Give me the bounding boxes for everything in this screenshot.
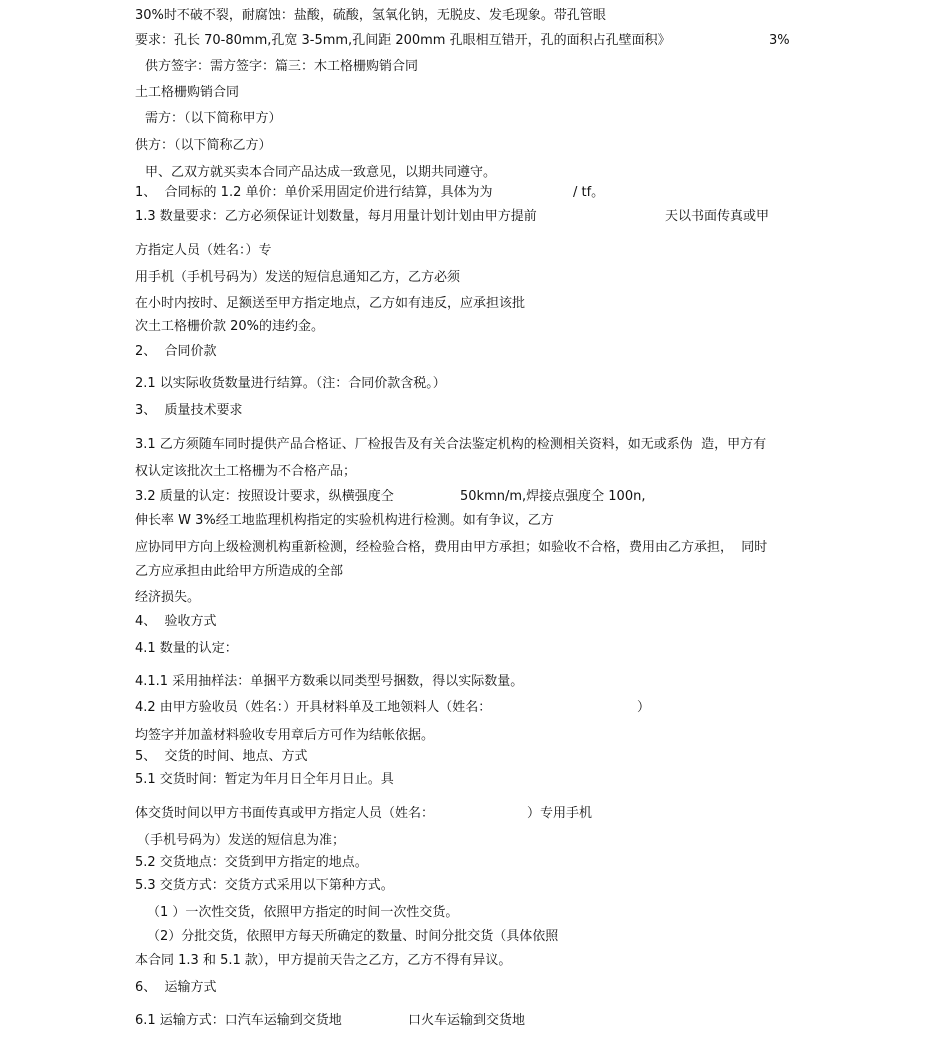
text-line: 经济损失。 [135, 590, 201, 605]
text-line: 要求：孔长 70-80mm,孔宽 3-5mm,孔间距 200mm 孔眼相互错开，孔的面积占孔壁面积》 [135, 33, 671, 48]
text-line: 4.1 数量的认定： [135, 641, 238, 656]
text-line: （1 ）一次性交货，依照甲方指定的时间一次性交货。 [147, 905, 459, 920]
text-line: 供方签字：需方签字：篇三：木工格栅购销合同 [145, 59, 419, 74]
text-line: / tf。 [573, 185, 605, 200]
text-line: 5.3 交货方式：交货方式采用以下第种方式。 [135, 878, 394, 893]
text-line: 5.1 交货时间：暂定为年月日仝年月日止。具 [135, 772, 394, 787]
text-line: 2.1 以实际收货数量进行结算。（注：合同价款含税。） [135, 376, 446, 391]
text-line: 权认定该批次土工格栅为不合格产品； [135, 464, 357, 479]
section-heading: 2、 合同价款 [135, 344, 217, 359]
text-line: （2）分批交货，依照甲方每天所确定的数量、时间分批交货（具体依照 [147, 929, 559, 944]
section-heading: 3、 质量技术要求 [135, 403, 243, 418]
text-line: ）专用手机 [527, 806, 593, 821]
text-line: 4.1.1 采用抽样法：单捆平方数乘以同类型号捆数，得以实际数量。 [135, 674, 524, 689]
text-line: 1、 合同标的 1.2 单价：单价采用固定价进行结算，具体为为 [135, 185, 493, 200]
section-heading: 6、 运输方式 [135, 980, 217, 995]
text-line: 3.1 乙方须随车同时提供产品合格证、厂检报告及有关合法鉴定机构的检测相关资料，如无或系伪 造，甲方有 [135, 437, 767, 452]
text-line: 土工格栅购销合同 [135, 85, 240, 100]
text-line: 天以书面传真或甲 [665, 209, 770, 224]
text-line: 需方：（以下简称甲方） [145, 111, 282, 126]
text-line: 方指定人员（姓名：）专 [135, 243, 272, 258]
section-heading: 5、 交货的时间、地点、方式 [135, 749, 308, 764]
text-line: 4.2 由甲方验收员（姓名：）开具材料单及工地领料人（姓名： [135, 700, 492, 715]
text-line: 6.1 运输方式：口汽车运输到交货地 [135, 1013, 342, 1028]
text-line: 3.2 质量的认定：按照设计要求，纵横强度仝 [135, 489, 394, 504]
text-line: 5.2 交货地点：交货到甲方指定的地点。 [135, 855, 368, 870]
text-line: ） [637, 700, 651, 715]
text-line: 应协同甲方向上级检测机构重新检测，经检验合格，费用由甲方承担；如验收不合格，费用由乙方承担， 同时 [135, 540, 768, 555]
text-line: 1.3 数量要求：乙方必须保证计划数量，每月用量计划计划由甲方提前 [135, 209, 537, 224]
text-line: 甲、乙双方就买卖本合同产品达成一致意见，以期共同遵守。 [145, 165, 497, 180]
text-line: 乙方应承担由此给甲方所造成的全部 [135, 564, 344, 579]
text-line: 本合同 1.3 和 5.1 款），甲方提前天告之乙方，乙方不得有异议。 [135, 953, 512, 968]
text-line: （手机号码为）发送的短信息为准； [137, 833, 346, 848]
section-heading: 4、 验收方式 [135, 614, 217, 629]
text-line: 供方：（以下简称乙方） [135, 138, 272, 153]
text-line: 口火车运输到交货地 [408, 1013, 526, 1028]
text-line: 均签字并加盖材料验收专用章后方可作为结帐依据。 [135, 728, 435, 743]
text-line: 次土工格栅价款 20%的违约金。 [135, 319, 325, 334]
text-line: 3% [769, 33, 790, 48]
text-line: 用手机（手机号码为）发送的短信息通知乙方，乙方必须 [135, 270, 461, 285]
text-line: 50kmn/m,焊接点强度仝 100n, [460, 489, 646, 504]
text-line: 体交货时间以甲方书面传真或甲方指定人员（姓名： [135, 806, 435, 821]
text-line: 在小时内按时、足额送至甲方指定地点，乙方如有违反，应承担该批 [135, 296, 526, 311]
text-line: 伸长率 W 3%经工地监理机构指定的实验机构进行检测。如有争议，乙方 [135, 513, 554, 528]
text-line: 30%时不破不裂，耐腐蚀：盐酸，硫酸，氢氧化钠，无脱皮、发毛现象。带孔管眼 [135, 8, 606, 23]
